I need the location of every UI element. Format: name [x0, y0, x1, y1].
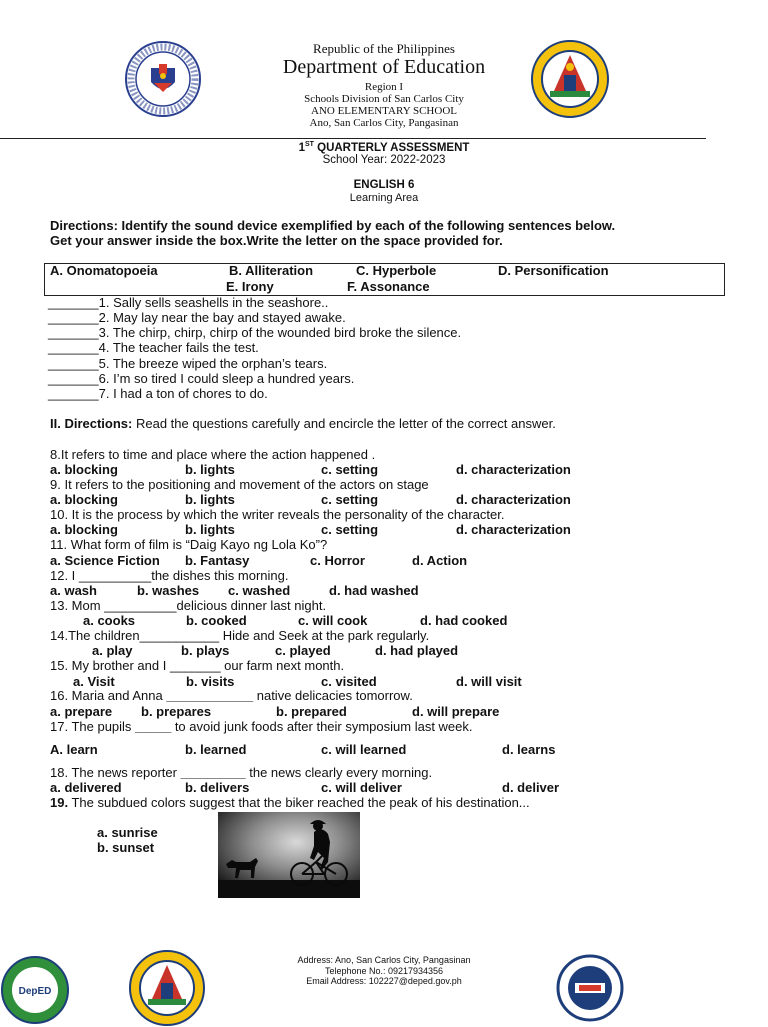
biker-silhouette-photo — [218, 812, 360, 898]
q15-option-c[interactable]: c. visited — [321, 674, 377, 689]
q18-option-c[interactable]: c. will deliver — [321, 780, 402, 795]
item-5: _______5. The breeze wiped the orphan’s tears. — [48, 356, 328, 371]
q19-option-b[interactable]: b. sunset — [97, 840, 155, 855]
part2-directions — [50, 416, 556, 431]
school-address-line: Ano, San Carlos City, Pangasinan — [309, 117, 459, 129]
q15-option-d[interactable]: d. will visit — [456, 674, 522, 689]
q8-option-c[interactable]: c. setting — [321, 462, 379, 477]
item-6: _______6. I’m so tired I could sleep a hundred years. — [48, 371, 355, 386]
q9-option-a[interactable]: a. blocking — [50, 492, 118, 507]
q13-option-c[interactable]: c. will cook — [298, 613, 368, 628]
q18-option-b[interactable]: b. delivers — [185, 780, 250, 795]
q9-option-b[interactable]: b. lights — [185, 492, 235, 507]
q10-option-c[interactable]: c. setting — [321, 522, 379, 537]
q11-option-c[interactable]: c. Horror — [310, 553, 365, 568]
q16-text-post: native delicacies tomorrow. — [253, 688, 413, 703]
q10-option-a[interactable]: a. blocking — [50, 522, 118, 537]
footer-phone: Telephone No.: 09217934356 — [324, 966, 444, 976]
choice-e: E. Irony — [226, 279, 274, 294]
region-line: Region I — [364, 81, 404, 93]
division-line: Schools Division of San Carlos City — [304, 93, 464, 105]
q14-option-c[interactable]: c. played — [275, 643, 331, 658]
choice-f: F. Assonance — [347, 279, 430, 294]
q17-text-pre: 17. The pupils — [50, 719, 136, 734]
q12-option-a[interactable]: a. wash — [50, 583, 97, 598]
department-title: Department of Education — [282, 56, 486, 78]
q18-text-pre: 18. The news reporter — [50, 765, 181, 780]
q12-option-d[interactable]: d. had washed — [329, 583, 419, 598]
choice-b: B. Alliteration — [229, 263, 314, 278]
part1-directions-line2: Get your answer inside the box.Write the letter on the space provided for. — [50, 233, 503, 248]
question-14: 14.The children___________ Hide and Seek at the park regularly. — [50, 628, 430, 643]
item-2: _______2. May lay near the bay and stayed awake. — [48, 310, 346, 325]
part2-directions-text: Read the questions carefully and encircle the letter of the correct answer. — [132, 416, 556, 431]
q17-option-b[interactable]: b. learned — [185, 742, 247, 757]
header-divider — [0, 138, 706, 139]
subject-title: ENGLISH 6 — [353, 179, 415, 191]
question-16 — [50, 688, 413, 703]
exam-title — [0, 141, 768, 154]
question-11: 11. What form of film is “Daig Kayo ng Lola Ko”? — [50, 537, 328, 552]
q10-option-b[interactable]: b. lights — [185, 522, 235, 537]
school-name-line: ANO ELEMENTARY SCHOOL — [311, 105, 457, 117]
question-10: 10. It is the process by which the writer reveals the personality of the character. — [50, 507, 505, 522]
q11-option-d[interactable]: d. Action — [412, 553, 468, 568]
exam-ordinal: 1 — [298, 141, 305, 154]
question-17 — [50, 719, 473, 734]
q17-option-d[interactable]: d. learns — [502, 742, 556, 757]
q10-option-d[interactable]: d. characterization — [456, 522, 571, 537]
question-8: 8.It refers to time and place where the action happened . — [50, 447, 376, 462]
footer-address: Address: Ano, San Carlos City, Pangasinan — [297, 955, 471, 965]
q13-option-d[interactable]: d. had cooked — [420, 613, 508, 628]
q11-option-a[interactable]: a. Science Fiction — [50, 553, 160, 568]
exam-ordinal-sup: ST — [304, 141, 314, 148]
q18-option-a[interactable]: a. delivered — [50, 780, 122, 795]
q15-option-a[interactable]: a. Visit — [73, 674, 115, 689]
part2-label: II. Directions: — [50, 416, 133, 431]
q16-option-c[interactable]: b. prepared — [276, 704, 347, 719]
q18-text-post: the news clearly every morning. — [245, 765, 433, 780]
school-year: School Year: 2022-2023 — [322, 154, 446, 166]
item-4: _______4. The teacher fails the test. — [48, 340, 259, 355]
question-15: 15. My brother and I _______ our farm next month. — [50, 658, 345, 673]
q14-option-d[interactable]: d. had played — [375, 643, 459, 658]
q16-option-a[interactable]: a. prepare — [50, 704, 113, 719]
question-12: 12. I __________the dishes this morning. — [50, 568, 289, 583]
q13-option-a[interactable]: a. cooks — [83, 613, 136, 628]
item-7: _______7. I had a ton of chores to do. — [48, 386, 268, 401]
q8-option-d[interactable]: d. characterization — [456, 462, 571, 477]
q16-text-pre: 16. Maria and Anna — [50, 688, 167, 703]
item-1: _______1. Sally sells seashells in the seashore.. — [48, 295, 329, 310]
question-19 — [50, 795, 530, 810]
learning-area: Learning Area — [349, 192, 419, 204]
question-9: 9. It refers to the positioning and movement of the actors on stage — [50, 477, 429, 492]
footer-deped-logo-text: DepED — [18, 986, 52, 997]
q8-option-a[interactable]: a. blocking — [50, 462, 118, 477]
choice-a: A. Onomatopoeia — [50, 263, 158, 278]
item-3: _______3. The chirp, chirp, chirp of the wounded bird broke the silence. — [48, 325, 462, 340]
footer-email: Email Address: 102227@deped.gov.ph — [306, 976, 462, 986]
q18-option-d[interactable]: d. deliver — [502, 780, 560, 795]
q17-text-post: to avoid junk foods after their symposium last week. — [171, 719, 473, 734]
question-18 — [50, 765, 432, 780]
q9-option-d[interactable]: d. characterization — [456, 492, 571, 507]
q17-option-c[interactable]: c. will learned — [321, 742, 407, 757]
republic-line: Republic of the Philippines — [313, 41, 455, 56]
q16-option-d[interactable]: d. will prepare — [412, 704, 500, 719]
q12-option-c[interactable]: c. washed — [228, 583, 291, 598]
q13-option-b[interactable]: b. cooked — [186, 613, 247, 628]
q15-option-b[interactable]: b. visits — [186, 674, 235, 689]
q14-option-a[interactable]: a. play — [92, 643, 133, 658]
q19-text: The subdued colors suggest that the biker reached the peak of his destination... — [68, 795, 530, 810]
q11-option-b[interactable]: b. Fantasy — [185, 553, 250, 568]
q8-option-b[interactable]: b. lights — [185, 462, 235, 477]
choice-c: C. Hyperbole — [356, 263, 437, 278]
q17-blank: _____ — [135, 719, 172, 734]
q18-blank: _________ — [180, 765, 246, 780]
q17-option-a[interactable]: A. learn — [50, 742, 98, 757]
q16-option-b[interactable]: b. prepares — [141, 704, 212, 719]
q9-option-c[interactable]: c. setting — [321, 492, 379, 507]
q19-number: 19. — [50, 795, 69, 810]
q16-blank: ____________ — [166, 688, 254, 703]
q19-option-a[interactable]: a. sunrise — [97, 825, 158, 840]
q12-option-b[interactable]: b. washes — [137, 583, 200, 598]
exam-title-text: QUARTERLY ASSESSMENT — [317, 141, 470, 154]
part1-directions-line1: Directions: Identify the sound device exemplified by each of the following sentences below. — [50, 218, 616, 233]
choice-d: D. Personification — [498, 263, 609, 278]
question-13: 13. Mom __________delicious dinner last night. — [50, 598, 327, 613]
q14-option-b[interactable]: b. plays — [181, 643, 230, 658]
